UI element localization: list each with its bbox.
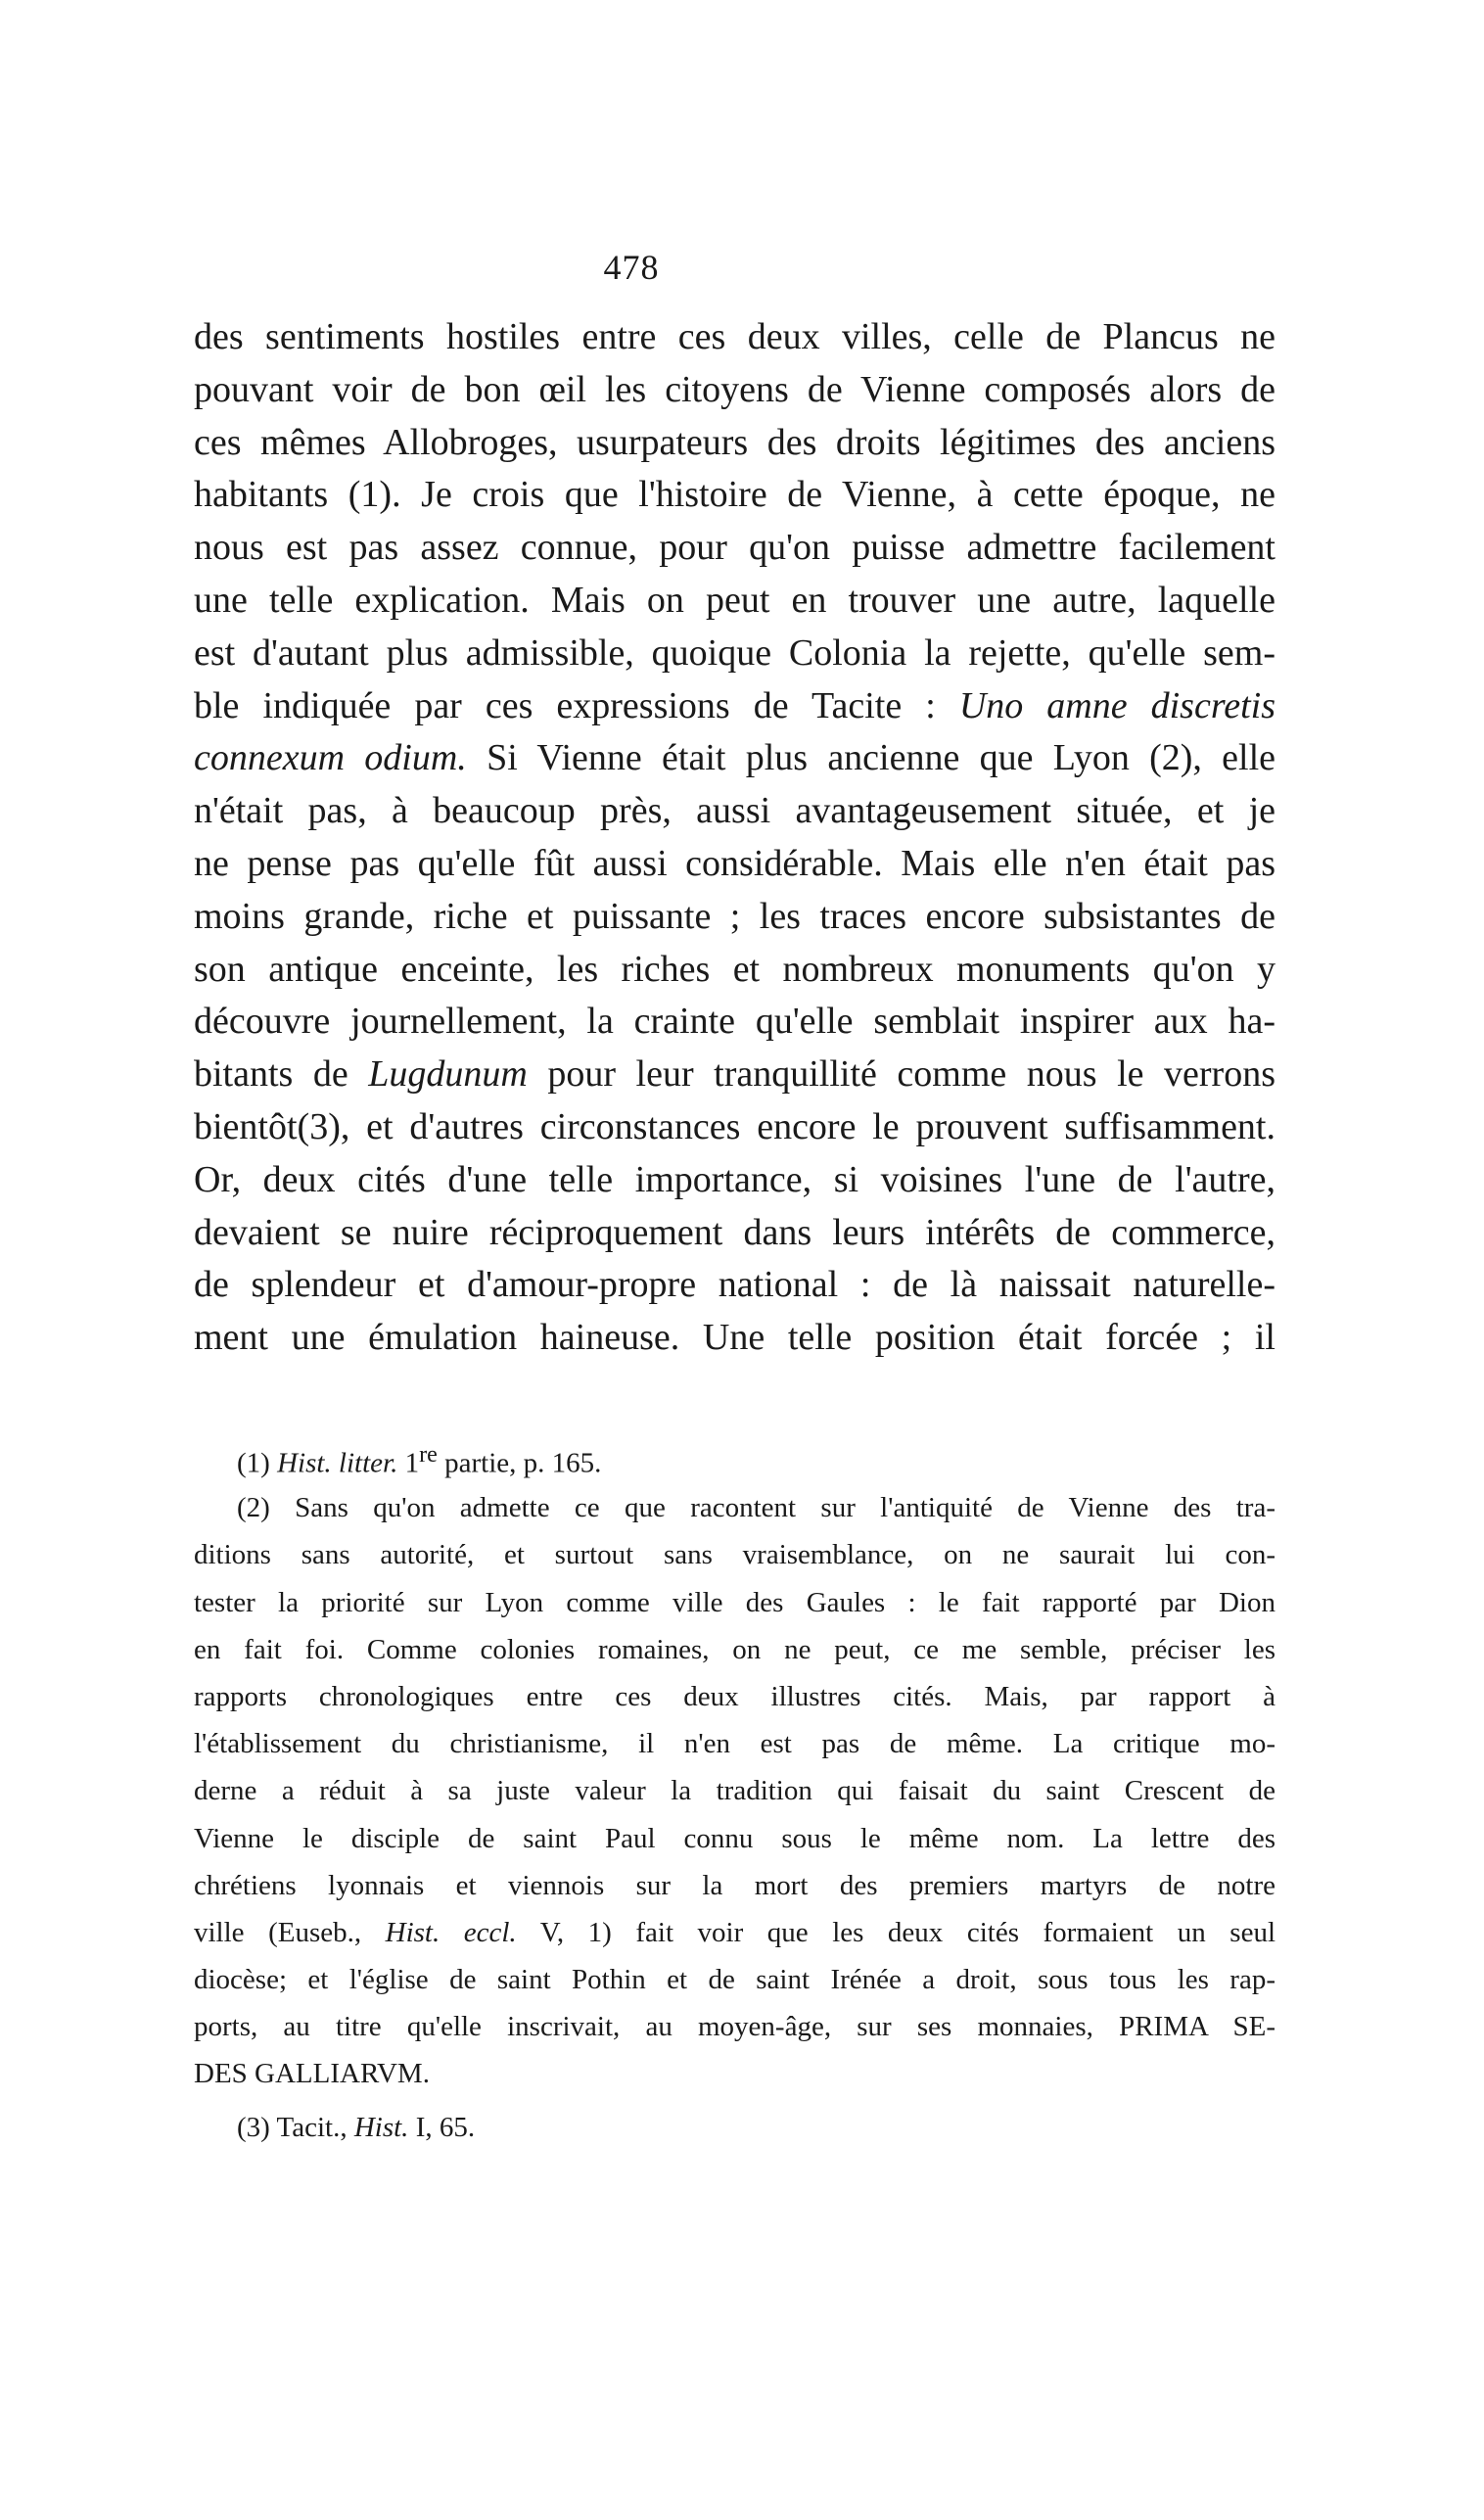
footnote-2-line: Vienne le disciple de saint Paul connu sous le même nom. La lettre des	[194, 1822, 1275, 1854]
footnote-2-line: tester la priorité sur Lyon comme ville des Gaules : le fait rapporté par Dion	[194, 1586, 1275, 1618]
text-line: ces mêmes Allobroges, usurpateurs des droits légitimes des anciens	[194, 421, 1275, 463]
text-line: est d'autant plus admissible, quoique Colonia la rejette, qu'elle sem-	[194, 631, 1275, 674]
footnote-2-line: chrétiens lyonnais et viennois sur la mort des premiers martyrs de notre	[194, 1869, 1275, 1901]
text-segment: 1	[404, 1447, 420, 1479]
text-line	[194, 1049, 1275, 1101]
citation-title: Hist. litter.	[277, 1447, 398, 1479]
citation-title: Hist.	[353, 2111, 409, 2143]
text-segment: Si Vienne était plus ancienne que Lyon (2), elle	[487, 737, 1276, 779]
text-line: une telle explication. Mais on peut en trouver une autre, laquelle	[194, 579, 1275, 621]
text-line: habitants (1). Je crois que l'histoire de Vienne, à cette époque, ne	[194, 474, 1275, 516]
text-line: Or, deux cités d'une telle importance, si voisines l'une de l'autre,	[194, 1158, 1275, 1200]
text-segment: bitants de	[194, 1053, 348, 1096]
text-line: n'était pas, à beaucoup près, aussi avantageusement située, et je	[194, 790, 1275, 832]
footnote-2-line: rapports chronologiques entre ces deux illustres cités. Mais, par rapport à	[194, 1680, 1275, 1712]
citation-title: Hist. eccl.	[385, 1916, 517, 1948]
latin-quote: connexum odium.	[194, 737, 467, 779]
footnote-2-line: en fait foi. Comme colonies romaines, on ne peut, ce me semble, préciser les	[194, 1633, 1275, 1665]
footnote-2-line	[194, 1909, 1275, 1956]
text-line: son antique enceinte, les riches et nombreux monuments qu'on y	[194, 948, 1275, 990]
text-segment: pour leur tranquillité comme nous le verrons	[547, 1053, 1275, 1096]
footnote-marker: (1)	[237, 1447, 270, 1479]
footnotes-block	[194, 1431, 1275, 2151]
text-line: découvre journellement, la crainte qu'elle semblait inspirer aux ha-	[194, 1001, 1275, 1043]
footnote-3	[194, 2104, 1275, 2151]
footnote-1	[194, 1431, 1275, 1478]
main-text-block	[194, 311, 1275, 1365]
footnote-2-line: l'établissement du christianisme, il n'en est pas de même. La critique mo-	[194, 1728, 1275, 1760]
text-line: moins grande, riche et puissante ; les traces encore subsistantes de	[194, 895, 1275, 937]
footnote-2-line: derne a réduit à sa juste valeur la tradition qui faisait du saint Crescent de	[194, 1775, 1275, 1807]
text-line: pouvant voir de bon œil les citoyens de Vienne composés alors de	[194, 368, 1275, 410]
text-line	[194, 680, 1275, 733]
footnote-2-line: ditions sans autorité, et surtout sans vraisemblance, on ne saurait lui con-	[194, 1539, 1275, 1571]
latin-quote: Uno amne discretis	[958, 684, 1275, 726]
text-segment: ville (Euseb.,	[194, 1916, 362, 1948]
text-line: de splendeur et d'amour-propre national : de là naissait naturelle-	[194, 1264, 1275, 1306]
text-segment: ble indiquée par ces expressions de Tacite :	[194, 684, 936, 726]
text-segment: I, 65.	[415, 2111, 476, 2143]
footnote-marker: (3) Tacit.,	[237, 2111, 348, 2143]
place-name: Lugdunum	[368, 1053, 528, 1096]
text-line: des sentiments hostiles entre ces deux villes, celle de Plancus ne	[194, 316, 1275, 357]
text-segment: V, 1) fait voir que les deux cités formaient un seul	[539, 1916, 1276, 1948]
text-line: nous est pas assez connue, pour qu'on puisse admettre facilement	[194, 527, 1275, 569]
superscript: re	[419, 1441, 438, 1468]
footnote-2-line: (2) Sans qu'on admette ce que racontent sur l'antiquité de Vienne des tra-	[237, 1492, 1275, 1524]
text-line: ne pense pas qu'elle fût aussi considérable. Mais elle n'en était pas	[194, 842, 1275, 884]
text-line	[194, 732, 1275, 785]
text-segment: partie, p. 165.	[444, 1447, 602, 1479]
footnote-2-line: ports, au titre qu'elle inscrivait, au moyen-âge, sur ses monnaies, PRIMA SE-	[194, 2011, 1275, 2043]
text-line: devaient se nuire réciproquement dans leurs intérêts de commerce,	[194, 1211, 1275, 1253]
footnote-2-line: DES GALLIARVM.	[194, 2058, 430, 2090]
page-number: 478	[603, 248, 660, 287]
footnote-2-line: diocèse; et l'église de saint Pothin et de saint Irénée a droit, sous tous les rap-	[194, 1964, 1275, 1996]
text-line: bientôt(3), et d'autres circonstances encore le prouvent suffisamment.	[194, 1105, 1275, 1147]
text-line: ment une émulation haineuse. Une telle position était forcée ; il	[194, 1317, 1275, 1359]
